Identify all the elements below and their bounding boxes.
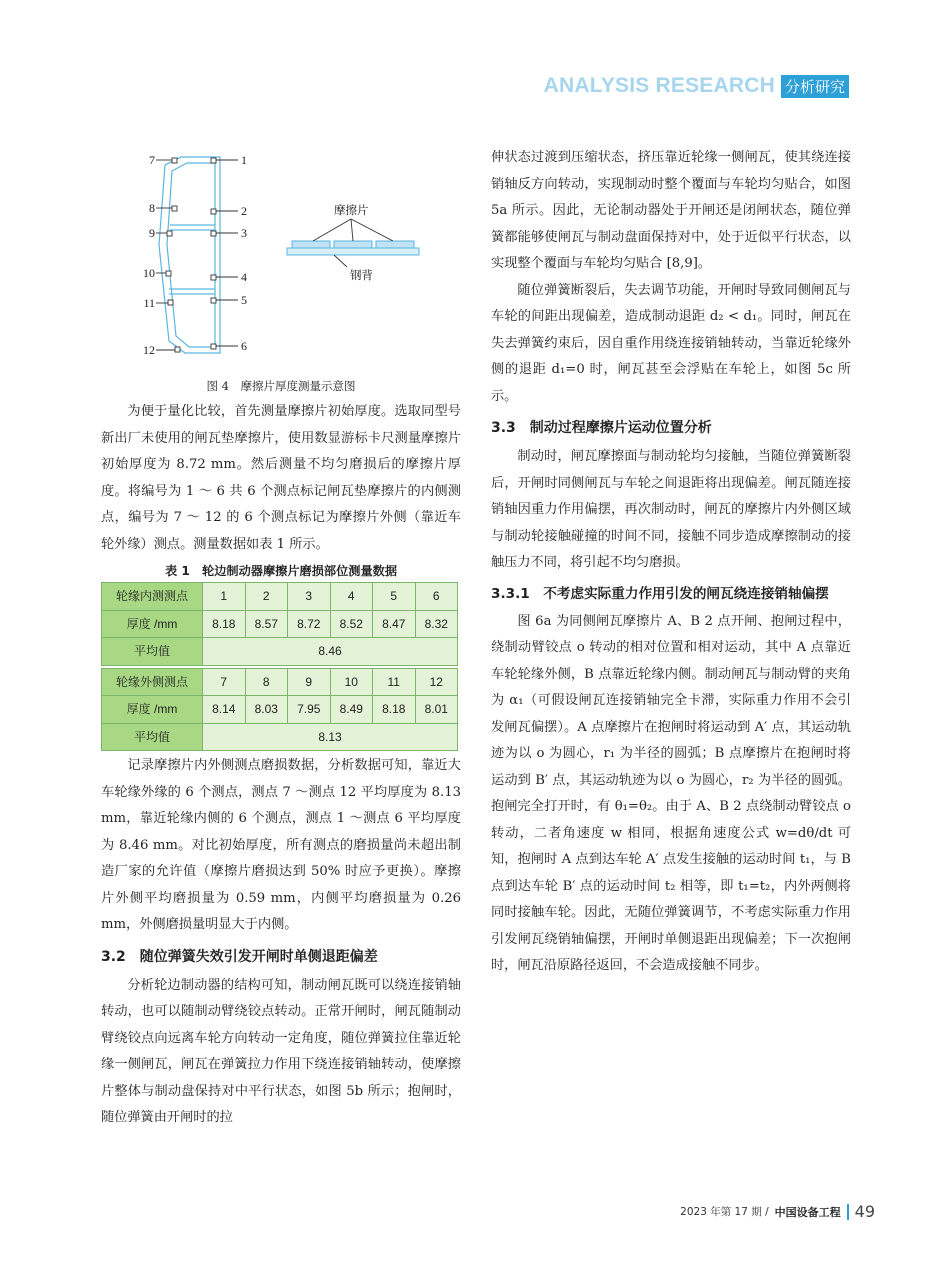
table-cell: 12 <box>415 668 458 696</box>
left-paragraph-2: 记录摩擦片内外侧测点磨损数据，分析数据可知，靠近大车轮缘外缘的 6 个测点，测点 7 ～测点 12 平均厚度为 8.13 mm，靠近轮缘内侧的 6 个测点，测点 1 ～测点 6 平均厚度为 8.46 mm。对比初始厚度，所有测点的磨损量尚未超出制造厂家的允许值（摩擦片磨损达到 50% 时应予更换）。摩擦片外侧平均磨损量为 0.59 mm，内侧平均磨损量为 0.26 mm，外侧磨损量明显大于内侧。 <box>101 758 461 932</box>
table-cell: 轮缘外侧测点 <box>102 668 203 696</box>
measure-points <box>166 158 216 352</box>
table-cell: 6 <box>415 583 458 611</box>
table-1 <box>101 582 458 666</box>
point-label-6: 6 <box>241 339 247 353</box>
table-cell: 8.57 <box>245 610 288 638</box>
point-label-4: 4 <box>241 270 247 284</box>
table-row-outer-thickness <box>102 696 458 724</box>
table-1-title: 表 1 轮边制动器摩擦片磨损部位测量数据 <box>164 564 398 578</box>
table-cell: 8.18 <box>203 610 246 638</box>
right-paragraph-1: 伸状态过渡到压缩状态，挤压靠近轮缘一侧闸瓦，使其绕连接销轴反方向转动，实现制动时整个覆面与车轮均匀贴合，如图 5a 所示。因此，无论制动器处于开闸还是闭闸状态，随位弹簧都能够使闸瓦与制动盘面保持对中，处于近似平行状态，以实现整个覆面与车轮均匀贴合 [8,9]。 <box>491 150 851 271</box>
right-paragraph-2: 随位弹簧断裂后，失去调节功能，开闸时导致同侧闸瓦与车轮的间距出现偏差，造成制动退距 d₂ < d₁。同时，闸瓦在失去弹簧约束后，因自重作用绕连接销轴转动，当靠近轮缘外侧的退距 d₁=0 时，闸瓦甚至会浮贴在车轮上，如图 5c 所示。 <box>491 282 851 404</box>
section-heading-3-3: 3.3 制动过程摩擦片运动位置分析 <box>491 420 712 436</box>
table-cell: 1 <box>203 583 246 611</box>
label-steel-back: 钢背 <box>350 268 373 282</box>
page-header <box>544 74 849 98</box>
table-cell: 3 <box>288 583 331 611</box>
point-label-10: 10 <box>143 266 155 280</box>
table-cell: 8.14 <box>203 696 246 724</box>
table-cell: 2 <box>245 583 288 611</box>
point-label-7: 7 <box>149 153 155 167</box>
table-cell: 8.72 <box>288 610 331 638</box>
label-friction-pad: 摩擦片 <box>334 203 369 217</box>
table-cell: 7 <box>203 668 246 696</box>
table-row-outer-average <box>102 723 458 751</box>
page-footer <box>680 1202 875 1221</box>
left-paragraph-3: 分析轮边制动器的结构可知，制动闸瓦既可以绕连接销轴转动，也可以随制动臂绕铰点转动。正常开闸时，闸瓦随制动臂绕铰点向远离车轮方向转动一定角度，随位弹簧拉住靠近轮缘一侧闸瓦，闸瓦在弹簧拉力作用下绕连接销轴转动，使摩擦片整体与制动盘保持对中平行状态，如图 5b 所示；抱闸时，随位弹簧由开闸时的拉 <box>101 977 461 1125</box>
point-label-5: 5 <box>241 293 247 307</box>
table-cell: 轮缘内测测点 <box>102 583 203 611</box>
point-label-3: 3 <box>241 226 247 240</box>
table-cell: 8.32 <box>415 610 458 638</box>
section-heading-3-2: 3.2 随位弹簧失效引发开闸时单侧退距偏差 <box>101 948 378 965</box>
point-label-1: 1 <box>241 153 247 167</box>
page-number: 49 <box>854 1202 875 1221</box>
table-cell: 平均值 <box>102 723 203 751</box>
table-cell: 8.03 <box>245 696 288 724</box>
table-cell: 8.49 <box>330 696 373 724</box>
right-paragraph-3: 制动时，闸瓦摩擦面与制动轮均匀接触，当随位弹簧断裂后，开闸时同侧闸瓦与车轮之间退距将出现偏差。闸瓦随连接销轴因重力作用偏摆，再次制动时，闸瓦的摩擦片内外侧区域与制动轮接触碰撞的时间不同，接触不同步造成摩擦制动的接触压力不同，将引起不均匀磨损。 <box>491 449 851 570</box>
header-chinese: 分析研究 <box>781 75 849 98</box>
header-english: ANALYSIS RESEARCH <box>543 74 775 97</box>
table-row-outer-points <box>102 668 458 696</box>
figure-4-caption: 图 4 摩擦片厚度测量示意图 <box>206 379 356 393</box>
table-cell: 8 <box>245 668 288 696</box>
table-cell: 7.95 <box>288 696 331 724</box>
pad-cross-section <box>287 241 419 255</box>
point-label-9: 9 <box>149 226 155 240</box>
table-row-inner-average <box>102 638 458 666</box>
table-cell: 8.01 <box>415 696 458 724</box>
table-row-inner-thickness <box>102 610 458 638</box>
table-cell: 8.46 <box>203 638 458 666</box>
table-1-outer <box>101 668 458 752</box>
section-heading-3-3-1: 3.3.1 不考虑实际重力作用引发的闸瓦绕连接销轴偏摆 <box>491 585 829 602</box>
right-paragraph-4: 图 6a 为同侧闸瓦摩擦片 A、B 2 点开闸、抱闸过程中，绕制动臂铰点 o 转动的相对位置和相对运动，其中 A 点靠近车轮轮缘外侧，B 点靠近轮缘内侧。制动闸瓦与制动臂的夹角为 α₁（可假设闸瓦连接销轴完全卡滞，实际重力作用不会引发闸瓦偏摆）。A 点摩擦片在抱闸时将运动到 A′ 点，其运动轨迹为以 o 为圆心，r₁ 为半径的圆弧；B 点摩擦片在抱闸时将运动到 B′ 点，其运动轨迹为以 o 为圆心，r₂ 为半径的圆弧。抱闸完全打开时，有 θ₁=θ₂。由于 A、B 2 点绕制动臂铰点 o 转动，二者角速度 w 相同，根据角速度公式 w=dθ/dt 可知，抱闸时 A 点到达车轮 A′ 点发生接触的运动时间 t₁，与 B 点到达车轮 B′ 点的运动时间 t₂ 相等，即 t₁=t₂，内外两侧将同时接触车轮。因此，无随位弹簧调节，不考虑实际重力作用引发闸瓦绕销轴偏摆，开闸时单侧退距出现偏差；下一次抱闸时，闸瓦沿原路径返回，不会造成接触不同步。 <box>491 613 851 973</box>
table-cell: 8.47 <box>373 610 416 638</box>
figure-4-diagram <box>101 145 461 377</box>
point-label-2: 2 <box>241 204 247 218</box>
table-cell: 9 <box>288 668 331 696</box>
right-column <box>491 145 851 980</box>
footer-magazine: 中国设备工程 <box>774 1205 841 1219</box>
point-label-8: 8 <box>149 201 155 215</box>
left-column <box>101 145 461 1132</box>
point-label-11: 11 <box>143 296 155 310</box>
table-cell: 厚度 /mm <box>102 696 203 724</box>
left-paragraph-1: 为便于量化比较，首先测量摩擦片初始厚度。选取同型号新出厂未使用的闸瓦垫摩擦片，使用数显游标卡尺测量摩擦片初始厚度为 8.72 mm。然后测量不均匀磨损后的摩擦片厚度。将编号为 1 ～ 6 共 6 个测点标记闸瓦垫摩擦片的内侧测点，编号为 7 ～ 12 的 6 个测点标记为摩擦片外侧（靠近车轮外缘）测点。测量数据如表 1 所示。 <box>101 404 461 552</box>
point-label-12: 12 <box>143 343 155 357</box>
table-cell: 11 <box>373 668 416 696</box>
footer-divider <box>847 1204 849 1220</box>
figure-4 <box>101 145 461 393</box>
table-cell: 8.52 <box>330 610 373 638</box>
table-cell: 8.13 <box>203 723 458 751</box>
table-cell: 厚度 /mm <box>102 610 203 638</box>
footer-issue: 2023 年第 17 期 / <box>680 1206 769 1218</box>
table-row-inner-points <box>102 583 458 611</box>
table-cell: 8.18 <box>373 696 416 724</box>
table-cell: 10 <box>330 668 373 696</box>
brake-shoe-outline <box>159 157 220 353</box>
table-cell: 4 <box>330 583 373 611</box>
table-cell: 平均值 <box>102 638 203 666</box>
table-cell: 5 <box>373 583 416 611</box>
